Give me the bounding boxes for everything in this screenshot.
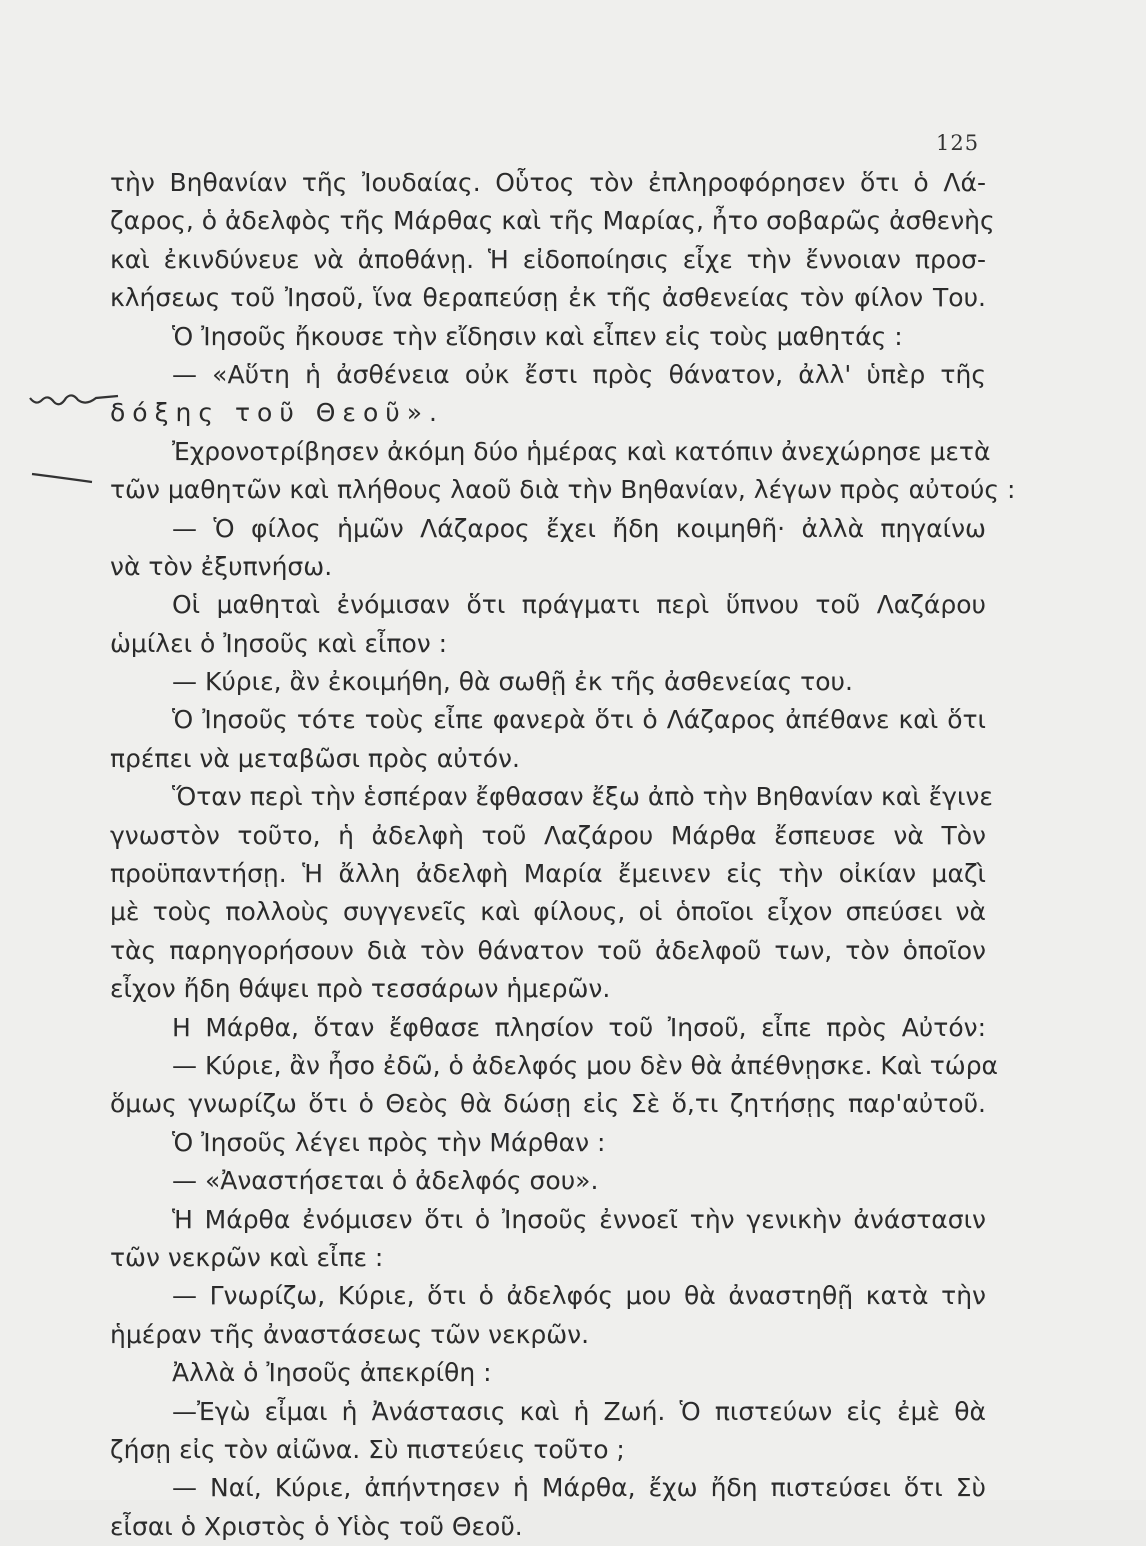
text-line: τῶν νεκρῶν καὶ εἶπε : xyxy=(110,1242,384,1272)
text-line: ὅμως γνωρίζω ὅτι ὁ Θεὸς θὰ δώσῃ εἰς Σὲ ὅ,τι ζητήσῃς παρ'αὐτοῦ. xyxy=(110,1089,986,1119)
text-line: — Γνωρίζω, Κύριε, ὅτι ὁ ἀδελφός μου θὰ ἀναστηθῇ κατὰ τὴν xyxy=(172,1281,986,1311)
text-line: προϋπαντήσῃ. Ἡ ἄλλη ἀδελφὴ Μαρία ἔμεινεν εἰς τὴν οἰκίαν μαζὶ xyxy=(110,859,986,889)
text-line: Ὁ Ἰησοῦς λέγει πρὸς τὴν Μάρθαν : xyxy=(172,1127,606,1157)
text-line: — Κύριε, ἂν ἦσο ἐδῶ, ὁ ἀδελφός μου δὲν θὰ ἀπέθνῃσκε. Καὶ τώρα xyxy=(172,1050,999,1080)
text-line: — «Ἀναστήσεται ὁ ἀδελφός σου». xyxy=(172,1166,599,1196)
text-line: Η Μάρθα, ὅταν ἔφθασε πλησίον τοῦ Ἰησοῦ, εἶπε πρὸς Αὐτόν: xyxy=(172,1012,986,1042)
text-line: Οἱ μαθηταὶ ἐνόμισαν ὅτι πράγματι περὶ ὕπνου τοῦ Λαζάρου xyxy=(172,590,986,620)
text-line: κλήσεως τοῦ Ἰησοῦ, ἵνα θεραπεύσῃ ἐκ τῆς ἀσθενείας τὸν φίλον Του. xyxy=(110,283,986,313)
text-line: πρέπει νὰ μεταβῶσι πρὸς αὐτόν. xyxy=(110,743,520,773)
page-text xyxy=(110,164,1016,1546)
handwritten-dash-mark xyxy=(26,468,106,488)
text-line: — Κύριε, ἂν ἐκοιμήθη, θὰ σωθῇ ἐκ τῆς ἀσθενείας του. xyxy=(172,667,853,697)
text-line: τὰς παρηγορήσουν διὰ τὸν θάνατον τοῦ ἀδελφοῦ των, τὸν ὁποῖον xyxy=(110,935,986,965)
text-line: —Ἐγὼ εἶμαι ἡ Ἀνάστασις καὶ ἡ Ζωή. Ὁ πιστεύων εἰς ἐμὲ θὰ xyxy=(172,1396,986,1426)
text-line: Ἐχρονοτρίβησεν ἀκόμη δύο ἡμέρας καὶ κατόπιν ἀνεχώρησε μετὰ xyxy=(172,436,991,466)
text-line: εἶχον ἤδη θάψει πρὸ τεσσάρων ἡμερῶν. xyxy=(110,974,611,1004)
text-line: Ὁ Ἰησοῦς τότε τοὺς εἶπε φανερὰ ὅτι ὁ Λάζαρος ἀπέθανε καὶ ὅτι xyxy=(172,705,986,735)
text-line: καὶ ἐκινδύνευε νὰ ἀποθάνῃ. Ἡ εἰδοποίησις εἶχε τὴν ἔννοιαν προσ- xyxy=(110,244,986,274)
text-line: ὡμίλει ὁ Ἰησοῦς καὶ εἶπον : xyxy=(110,628,448,658)
text-line: Ἡ Μάρθα ἐνόμισεν ὅτι ὁ Ἰησοῦς ἐννοεῖ τὴν γενικὴν ἀνάστασιν xyxy=(172,1204,986,1234)
text-line: ἡμέραν τῆς ἀναστάσεως τῶν νεκρῶν. xyxy=(110,1319,590,1349)
text-line: — «Αὕτη ἡ ἀσθένεια οὐκ ἔστι πρὸς θάνατον, ἀλλ' ὑπὲρ τῆς xyxy=(172,359,986,389)
text-line: Ὁ Ἰησοῦς ἤκουσε τὴν εἴδησιν καὶ εἶπεν εἰς τοὺς μαθητάς : xyxy=(172,321,903,351)
text-line: νὰ τὸν ἐξυπνήσω. xyxy=(110,551,333,581)
text-line: ζήσῃ εἰς τὸν αἰῶνα. Σὺ πιστεύεις τοῦτο ; xyxy=(110,1434,625,1464)
page-number: 125 xyxy=(936,131,980,155)
text-line: ζαρος, ὁ ἀδελφὸς τῆς Μάρθας καὶ τῆς Μαρίας, ἦτο σοβαρῶς ἀσθενὴς xyxy=(110,206,995,236)
text-line: — Ναί, Κύριε, ἀπήντησεν ἡ Μάρθα, ἔχω ἤδη πιστεύσει ὅτι Σὺ xyxy=(172,1473,986,1503)
text-line: μὲ τοὺς πολλοὺς συγγενεῖς καὶ φίλους, οἱ ὁποῖοι εἶχον σπεύσει νὰ xyxy=(110,897,986,927)
text-line: τῶν μαθητῶν καὶ πλήθους λαοῦ διὰ τὴν Βηθανίαν, λέγων πρὸς αὐτούς : xyxy=(110,475,1016,505)
text-line: Ἀλλὰ ὁ Ἰησοῦς ἀπεκρίθη : xyxy=(172,1358,492,1388)
text-line: εἶσαι ὁ Χριστὸς ὁ Υἱὸς τοῦ Θεοῦ. xyxy=(110,1511,523,1541)
text-line: Ὅταν περὶ τὴν ἑσπέραν ἔφθασαν ἔξω ἀπὸ τὴν Βηθανίαν καὶ ἔγινε xyxy=(172,782,993,812)
text-line: γνωστὸν τοῦτο, ἡ ἀδελφὴ τοῦ Λαζάρου Μάρθα ἔσπευσε νὰ Τὸν xyxy=(110,820,986,850)
text-line: δόξης τοῦ Θεοῦ». xyxy=(110,398,444,428)
text-line: — Ὁ φίλος ἡμῶν Λάζαρος ἔχει ἤδη κοιμηθῆ· ἀλλὰ πηγαίνω xyxy=(172,513,986,543)
text-line: τὴν Βηθανίαν τῆς Ἰουδαίας. Οὗτος τὸν ἐπληροφόρησεν ὅτι ὁ Λά- xyxy=(110,168,986,197)
